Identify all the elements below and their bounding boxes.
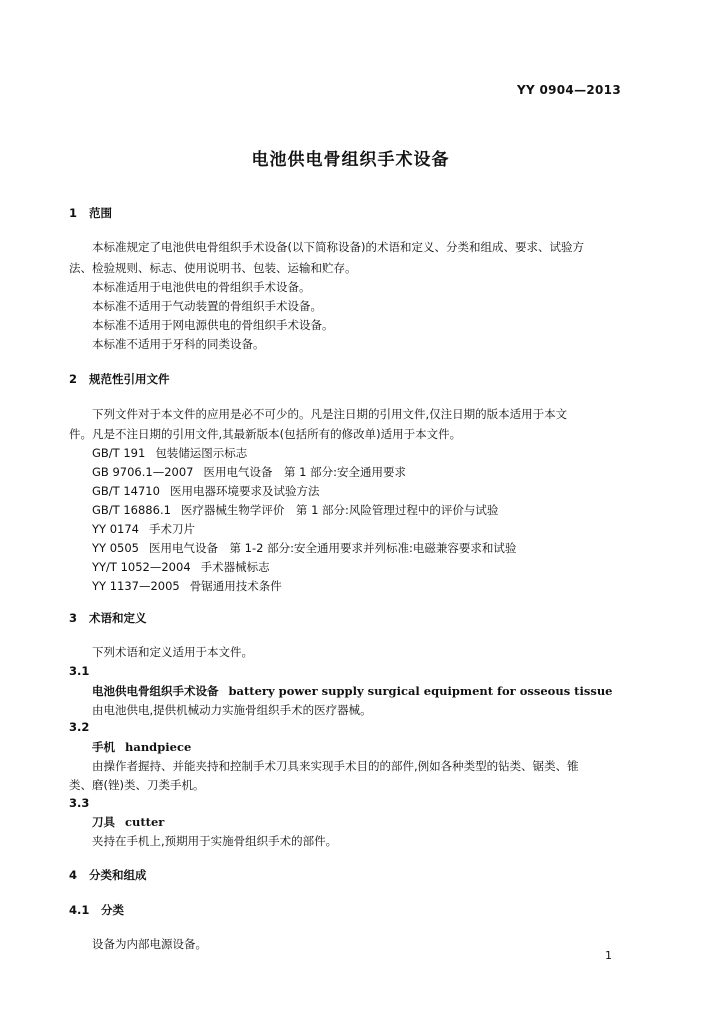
paragraph: 本标准不适用于气动装置的骨组织手术设备。 [92,299,322,313]
paragraph-continuation: 法、检验规则、标志、使用说明书、包装、运输和贮存。 [69,261,357,275]
section-number: 3 [69,611,78,625]
reference-code: YY 1137—2005 [92,579,180,593]
paragraph: 本标准规定了电池供电骨组织手术设备(以下简称设备)的术语和定义、分类和组成、要求、试验方 [92,240,584,254]
section-title: 范围 [89,206,112,220]
term-definition: 夹持在手机上,预期用于实施骨组织手术的部件。 [92,834,338,848]
paragraph: 本标准不适用于牙科的同类设备。 [92,337,265,351]
term-heading [92,815,164,829]
term-number: 3.2 [69,720,90,734]
reference-code: YY/T 1052—2004 [92,560,191,574]
reference-code: YY 0174 [92,522,139,536]
subsection-4-1-heading [69,903,124,917]
reference-item [92,503,498,517]
term-heading [92,740,191,754]
term-en: battery power supply surgical equipment for osseous tissue [228,684,613,698]
reference-item [92,522,195,536]
reference-title: 包装储运图示标志 [155,446,248,460]
section-number: 1 [69,206,78,220]
reference-code: GB 9706.1—2007 [92,465,194,479]
term-zh: 刀具 [92,815,115,829]
term-definition: 由操作者握持、并能夹持和控制手术刀具来实现手术目的的部件,例如各种类型的钻类、锯类、锥 [92,759,579,773]
document-title: 电池供电骨组织手术设备 [251,150,450,170]
page-number: 1 [605,949,612,962]
paragraph: 下列文件对于本文件的应用是必不可少的。凡是注日期的引用文件,仅注日期的版本适用于本文 [92,407,568,421]
reference-title: 手术器械标志 [200,560,270,574]
reference-title: 医用电器环境要求及试验方法 [169,484,320,498]
reference-title: 骨锯通用技术条件 [189,579,282,593]
reference-code: GB/T 14710 [92,484,160,498]
reference-item [92,465,406,479]
section-title: 分类和组成 [89,868,147,882]
subsection-number: 4.1 [69,903,90,917]
term-heading [92,684,613,698]
paragraph: 本标准适用于电池供电的骨组织手术设备。 [92,280,311,294]
paragraph: 本标准不适用于网电源供电的骨组织手术设备。 [92,318,334,332]
paragraph-continuation: 件。凡是不注日期的引用文件,其最新版本(包括所有的修改单)适用于本文件。 [69,427,462,441]
reference-item [92,560,270,574]
term-en: cutter [125,815,165,829]
reference-item [92,541,516,555]
term-definition-continuation: 类、磨(锉)类、刀类手机。 [69,778,205,792]
term-en: handpiece [125,740,192,754]
reference-code: GB/T 191 [92,446,146,460]
reference-item [92,484,319,498]
term-zh: 手机 [92,740,115,754]
reference-title: 医疗器械生物学评价 第 1 部分:风险管理过程中的评价与试验 [180,503,499,517]
term-number: 3.1 [69,664,90,678]
section-1-heading [69,206,112,220]
term-definition: 由电池供电,提供机械动力实施骨组织手术的医疗器械。 [92,703,372,717]
reference-code: GB/T 16886.1 [92,503,171,517]
reference-item [92,579,282,593]
section-3-heading [69,611,147,625]
section-title: 术语和定义 [89,611,147,625]
term-number: 3.3 [69,796,90,810]
subsection-title: 分类 [101,903,124,917]
term-zh: 电池供电骨组织手术设备 [92,684,219,698]
standard-number: YY 0904—2013 [517,83,621,97]
section-number: 2 [69,372,78,386]
paragraph: 下列术语和定义适用于本文件。 [92,645,253,659]
section-title: 规范性引用文件 [89,372,170,386]
paragraph: 设备为内部电源设备。 [92,937,207,951]
section-number: 4 [69,868,78,882]
reference-code: YY 0505 [92,541,139,555]
reference-title: 医用电气设备 第 1-2 部分:安全通用要求并列标准:电磁兼容要求和试验 [148,541,517,555]
reference-title: 手术刀片 [148,522,195,536]
section-4-heading [69,868,147,882]
section-2-heading [69,372,170,386]
reference-title: 医用电气设备 第 1 部分:安全通用要求 [203,465,406,479]
reference-item [92,446,247,460]
